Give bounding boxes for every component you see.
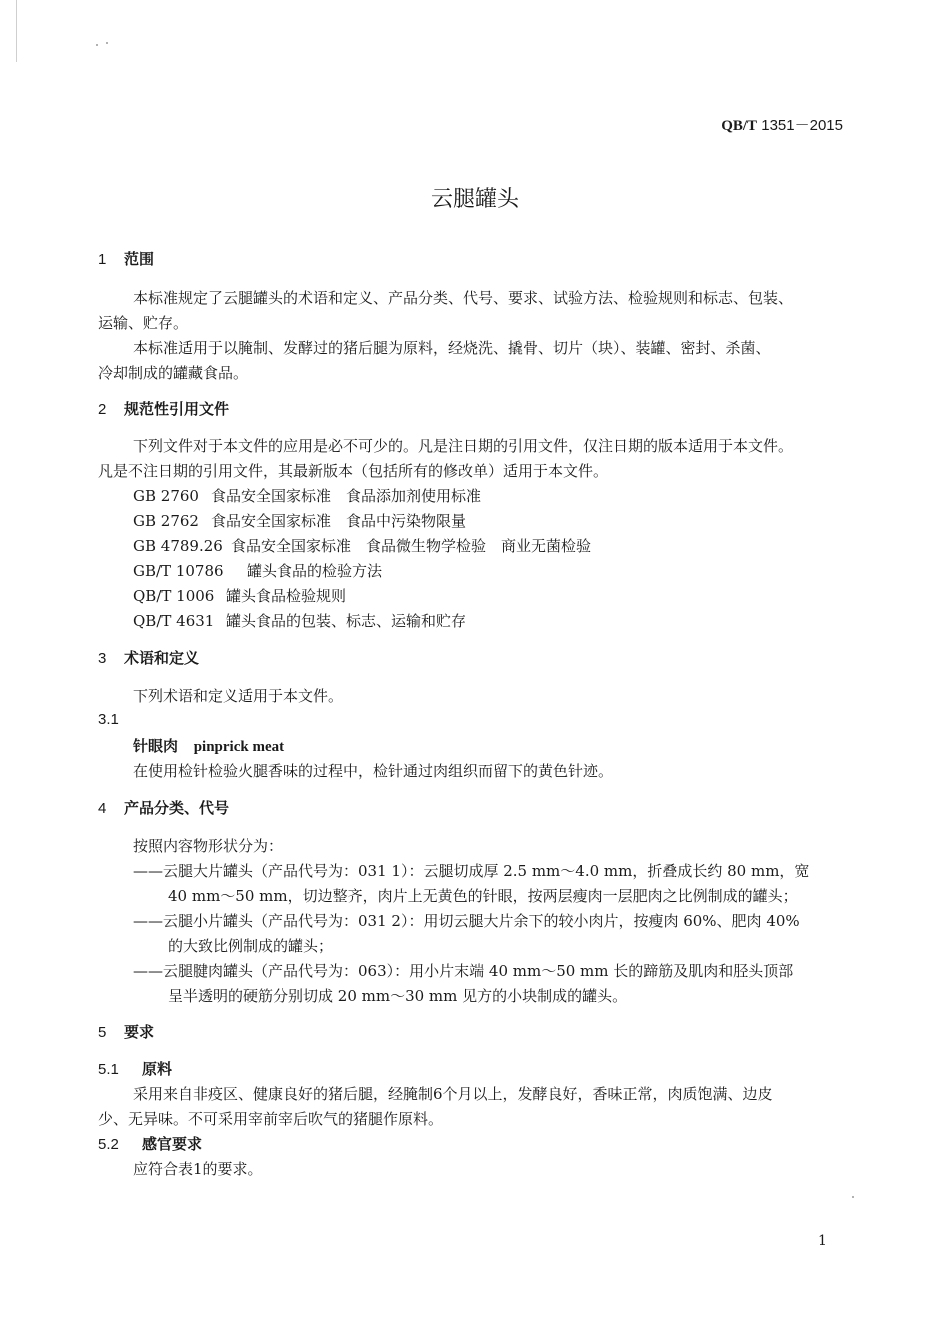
section-2-heading: 2 规范性引用文件 — [98, 400, 230, 418]
reference-item: GB 2762 食品安全国家标准 食品中污染物限量 — [133, 512, 467, 530]
section-1-line: 本标准适用于以腌制、发酵过的猪后腿为原料，经烧洗、撬骨、切片（块）、装罐、密封、杀菌、 — [133, 339, 771, 357]
standard-code: QB/T 1351－2015 — [721, 117, 843, 134]
subsection-5-2-heading: 5.2 感官要求 — [98, 1135, 203, 1153]
scan-edge-line — [16, 0, 17, 62]
reference-item: GB 4789.26 食品安全国家标准 食品微生物学检验 商业无菌检验 — [133, 537, 592, 555]
section-4-heading: 4 产品分类、代号 — [98, 799, 230, 817]
section-1-line: 冷却制成的罐藏食品。 — [98, 364, 249, 382]
page-number: 1 — [818, 1233, 827, 1249]
reference-item: QB/T 1006 罐头食品检验规则 — [133, 587, 347, 605]
subsection-5-2-text: 应符合表1的要求。 — [133, 1160, 263, 1178]
classification-line: ——云腿大片罐头（产品代号为：031 1）：云腿切成厚 2.5 mm～4.0 mm，折叠成长约 80 mm，宽 — [133, 862, 810, 880]
scan-speck — [852, 1196, 854, 1198]
classification-line: ——云腿腱肉罐头（产品代号为：063）：用小片末端 40 mm～50 mm 长的蹄筋及肌肉和胫头顶部 — [133, 962, 794, 980]
term-entry — [133, 735, 284, 756]
classification-line: 的大致比例制成的罐头； — [168, 937, 334, 955]
scan-speck — [96, 44, 98, 46]
subsection-5-1-heading: 5.1 原料 — [98, 1060, 173, 1078]
term-chinese: 针眼肉 — [133, 737, 179, 755]
classification-line: 40 mm～50 mm，切边整齐，肉片上无黄色的针眼，按两层瘦肉一层肥肉之比例制成的罐头； — [168, 887, 798, 905]
section-1-heading: 1 范围 — [98, 250, 155, 268]
subsection-5-1-line: 少、无异味。不可采用宰前宰后吹气的猪腿作原料。 — [98, 1110, 444, 1128]
term-definition: 在使用检针检验火腿香味的过程中，检针通过肉组织而留下的黄色针迹。 — [133, 762, 614, 780]
section-1-line: 运输、贮存。 — [98, 314, 189, 332]
term-english: pinprick meat — [193, 739, 285, 755]
classification-line: ——云腿小片罐头（产品代号为：031 2）：用切云腿大片余下的较小肉片，按瘦肉 60%、肥肉 40% — [133, 912, 800, 930]
section-3-intro: 下列术语和定义适用于本文件。 — [133, 687, 344, 705]
scan-speck — [106, 42, 108, 44]
section-4-intro: 按照内容物形状分为： — [133, 837, 284, 855]
section-2-line: 下列文件对于本文件的应用是必不可少的。凡是注日期的引用文件，仅注日期的版本适用于本文件。 — [133, 437, 794, 455]
classification-line: 呈半透明的硬筋分别切成 20 mm～30 mm 见方的小块制成的罐头。 — [168, 987, 628, 1005]
section-5-heading: 5 要求 — [98, 1023, 155, 1041]
document-title: 云腿罐头 — [430, 187, 519, 212]
reference-item: GB 2760 食品安全国家标准 食品添加剂使用标准 — [133, 487, 482, 505]
section-1-line: 本标准规定了云腿罐头的术语和定义、产品分类、代号、要求、试验方法、检验规则和标志、包装、 — [133, 289, 794, 307]
subsection-3-1-number: 3.1 — [98, 711, 119, 728]
subsection-5-1-line: 采用来自非疫区、健康良好的猪后腿，经腌制6个月以上，发酵良好，香味正常，肉质饱满、边皮 — [133, 1085, 773, 1103]
reference-item: GB/T 10786 罐头食品的检验方法 — [133, 562, 383, 580]
section-2-line: 凡是不注日期的引用文件，其最新版本（包括所有的修改单）适用于本文件。 — [98, 462, 609, 480]
section-3-heading: 3 术语和定义 — [98, 649, 200, 667]
reference-item: QB/T 4631 罐头食品的包装、标志、运输和贮存 — [133, 612, 467, 630]
